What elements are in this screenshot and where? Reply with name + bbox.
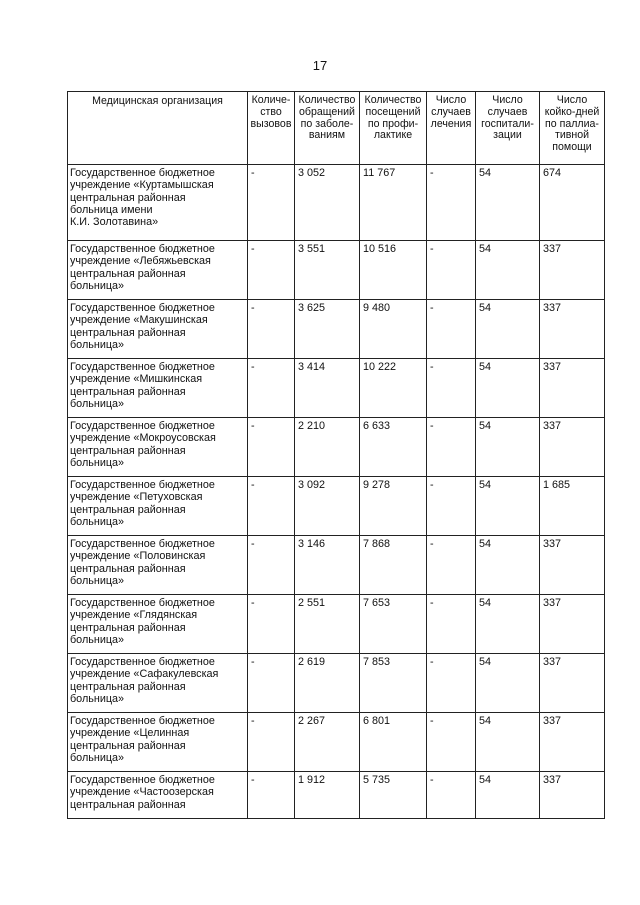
cell-organization-name (68, 418, 248, 477)
organization-name-line: Государственное бюджетное (70, 656, 215, 668)
organization-name-line: больница» (70, 397, 125, 410)
cell-palliative-bed-days: 337 (540, 359, 605, 418)
cell-prevention-visits: 10 222 (360, 359, 427, 418)
cell-prevention-visits: 7 653 (360, 595, 427, 654)
cell-palliative-bed-days: 337 (540, 654, 605, 713)
cell-palliative-bed-days: 337 (540, 300, 605, 359)
cell-hospitalization-cases: 54 (476, 241, 540, 300)
column-header-line: Число (492, 94, 523, 106)
organization-name-line: Государственное бюджетное (70, 538, 215, 550)
cell-calls: - (248, 241, 295, 300)
cell-prevention-visits: 9 480 (360, 300, 427, 359)
organization-name-line: центральная районная (70, 385, 186, 398)
cell-calls: - (248, 654, 295, 713)
table-row (68, 241, 605, 300)
cell-prevention-visits: 10 516 (360, 241, 427, 300)
cell-treatment-cases: - (427, 654, 476, 713)
organization-name-line: Государственное бюджетное (70, 361, 215, 373)
cell-appeals: 2 551 (295, 595, 360, 654)
organization-name-line: больница» (70, 279, 125, 292)
table-row (68, 359, 605, 418)
organization-name-line: больница» (70, 574, 125, 587)
column-header-line: ство (260, 105, 282, 118)
column-header-line: Количество (298, 94, 356, 106)
cell-calls: - (248, 418, 295, 477)
cell-hospitalization-cases: 54 (476, 165, 540, 241)
cell-appeals: 3 551 (295, 241, 360, 300)
cell-organization-name (68, 241, 248, 300)
cell-organization-name (68, 300, 248, 359)
column-header-hospitalization-cases (476, 92, 540, 165)
cell-palliative-bed-days: 337 (540, 241, 605, 300)
cell-prevention-visits: 7 853 (360, 654, 427, 713)
table-header (68, 92, 605, 165)
cell-hospitalization-cases: 54 (476, 359, 540, 418)
cell-calls: - (248, 359, 295, 418)
cell-treatment-cases: - (427, 536, 476, 595)
organization-name-line: учреждение «Куртамышская (70, 179, 214, 192)
organization-name-line: К.И. Золотавина» (70, 216, 159, 229)
cell-hospitalization-cases: 54 (476, 595, 540, 654)
cell-palliative-bed-days: 337 (540, 713, 605, 772)
cell-prevention-visits: 5 735 (360, 772, 427, 819)
organization-name-line: Государственное бюджетное (70, 167, 215, 179)
table-row (68, 595, 605, 654)
cell-appeals: 3 414 (295, 359, 360, 418)
cell-hospitalization-cases: 54 (476, 477, 540, 536)
column-header-line: помощи (552, 141, 592, 154)
organization-name-line: центральная районная (70, 326, 186, 339)
table-row (68, 772, 605, 819)
column-header-appeals (295, 92, 360, 165)
organization-name-line: больница имени (70, 203, 153, 216)
organization-name-line: больница» (70, 633, 125, 646)
organization-name-line: учреждение «Половинская (70, 550, 206, 563)
cell-organization-name (68, 536, 248, 595)
cell-treatment-cases: - (427, 713, 476, 772)
column-header-palliative-bed-days (540, 92, 605, 165)
cell-appeals: 2 267 (295, 713, 360, 772)
organization-name-line: учреждение «Глядянская (70, 609, 198, 622)
column-header-line: обращений (299, 105, 355, 118)
cell-prevention-visits: 9 278 (360, 477, 427, 536)
column-header-line: Количество (364, 94, 422, 106)
column-header-treatment-cases (427, 92, 476, 165)
cell-calls: - (248, 713, 295, 772)
column-header-line: случаев (431, 105, 471, 118)
organization-name-line: больница» (70, 456, 125, 469)
cell-appeals: 1 912 (295, 772, 360, 819)
table-body (68, 165, 605, 819)
cell-organization-name (68, 654, 248, 713)
cell-calls: - (248, 300, 295, 359)
table-row (68, 477, 605, 536)
cell-appeals: 2 210 (295, 418, 360, 477)
cell-calls: - (248, 595, 295, 654)
cell-organization-name (68, 359, 248, 418)
organization-name-line: центральная районная (70, 562, 186, 575)
column-header-line: лактике (373, 129, 413, 142)
cell-prevention-visits: 6 633 (360, 418, 427, 477)
column-header-line: Число (435, 94, 467, 106)
cell-palliative-bed-days: 1 685 (540, 477, 605, 536)
column-header-line: по профи- (367, 117, 419, 130)
column-header-line: Медицинская организация (92, 95, 223, 107)
organization-name-line: Государственное бюджетное (70, 302, 215, 314)
cell-organization-name (68, 595, 248, 654)
table-row (68, 654, 605, 713)
cell-treatment-cases: - (427, 359, 476, 418)
table-row (68, 165, 605, 241)
cell-appeals: 3 052 (295, 165, 360, 241)
organization-name-line: центральная районная (70, 739, 186, 752)
organization-name-line: Государственное бюджетное (70, 715, 215, 727)
organization-name-line: центральная районная (70, 680, 186, 693)
cell-calls: - (248, 165, 295, 241)
table-header-row (68, 92, 605, 165)
cell-prevention-visits: 11 767 (360, 165, 427, 241)
column-header-line: зации (493, 129, 522, 142)
organization-name-line: центральная районная (70, 267, 186, 280)
cell-treatment-cases: - (427, 595, 476, 654)
column-header-line: тивной (554, 129, 590, 142)
cell-hospitalization-cases: 54 (476, 418, 540, 477)
column-header-line: вызовов (250, 117, 292, 130)
cell-hospitalization-cases: 54 (476, 536, 540, 595)
cell-palliative-bed-days: 337 (540, 595, 605, 654)
column-header-prevention-visits (360, 92, 427, 165)
cell-organization-name (68, 713, 248, 772)
organization-name-line: учреждение «Мокроусовская (70, 432, 216, 445)
column-header-line: случаев (487, 105, 528, 118)
cell-treatment-cases: - (427, 477, 476, 536)
column-header-line: ваниям (308, 129, 346, 142)
cell-treatment-cases: - (427, 241, 476, 300)
cell-treatment-cases: - (427, 772, 476, 819)
cell-treatment-cases: - (427, 418, 476, 477)
cell-calls: - (248, 772, 295, 819)
column-header-calls (248, 92, 295, 165)
cell-appeals: 2 619 (295, 654, 360, 713)
cell-treatment-cases: - (427, 165, 476, 241)
cell-appeals: 3 092 (295, 477, 360, 536)
cell-treatment-cases: - (427, 300, 476, 359)
cell-hospitalization-cases: 54 (476, 654, 540, 713)
page-number: 17 (312, 58, 328, 73)
table-row (68, 300, 605, 359)
organization-name-line: учреждение «Целинная (70, 727, 190, 740)
organization-name-line: Государственное бюджетное (70, 420, 215, 432)
table-row (68, 713, 605, 772)
organization-name-line: центральная районная (70, 191, 186, 204)
table-row (68, 418, 605, 477)
organization-name-line: учреждение «Макушинская (70, 314, 208, 327)
organization-name-line: больница» (70, 338, 125, 351)
column-header-line: койко-дней (544, 105, 600, 118)
organization-name-line: Государственное бюджетное (70, 479, 215, 491)
cell-appeals: 3 146 (295, 536, 360, 595)
column-header-line: лечения (430, 117, 472, 130)
cell-palliative-bed-days: 337 (540, 536, 605, 595)
organization-name-line: больница» (70, 751, 125, 764)
organization-name-line: Государственное бюджетное (70, 243, 215, 255)
cell-palliative-bed-days: 674 (540, 165, 605, 241)
organization-name-line: учреждение «Мишкинская (70, 373, 203, 386)
cell-organization-name (68, 165, 248, 241)
column-header-line: по заболе- (300, 117, 354, 130)
organization-name-line: учреждение «Лебяжьевская (70, 255, 211, 268)
column-header-line: по паллиа- (545, 117, 599, 130)
organization-name-line: центральная районная (70, 444, 186, 457)
column-header-organization (68, 92, 248, 165)
cell-palliative-bed-days: 337 (540, 772, 605, 819)
cell-calls: - (248, 536, 295, 595)
organization-name-line: больница» (70, 692, 125, 705)
cell-organization-name (68, 477, 248, 536)
organization-name-line: Государственное бюджетное (70, 597, 215, 609)
cell-prevention-visits: 6 801 (360, 713, 427, 772)
cell-palliative-bed-days: 337 (540, 418, 605, 477)
organization-name-line: центральная районная (70, 621, 186, 634)
cell-hospitalization-cases: 54 (476, 713, 540, 772)
organization-name-line: учреждение «Петуховская (70, 491, 203, 504)
column-header-line: Количе- (251, 94, 291, 106)
cell-hospitalization-cases: 54 (476, 300, 540, 359)
cell-appeals: 3 625 (295, 300, 360, 359)
cell-calls: - (248, 477, 295, 536)
organization-name-line: центральная районная (70, 503, 186, 516)
organization-name-line: учреждение «Сафакулевская (70, 668, 219, 681)
column-header-line: госпитали- (481, 117, 534, 130)
organization-name-line: Государственное бюджетное (70, 774, 215, 786)
organization-name-line: учреждение «Частоозерская (70, 786, 214, 799)
column-header-line: Число (556, 94, 588, 106)
organization-name-line: центральная районная (70, 798, 186, 811)
column-header-line: посещений (365, 105, 421, 118)
cell-prevention-visits: 7 868 (360, 536, 427, 595)
cell-organization-name (68, 772, 248, 819)
cell-hospitalization-cases: 54 (476, 772, 540, 819)
medical-organizations-table (67, 91, 605, 819)
table-row (68, 536, 605, 595)
organization-name-line: больница» (70, 515, 125, 528)
